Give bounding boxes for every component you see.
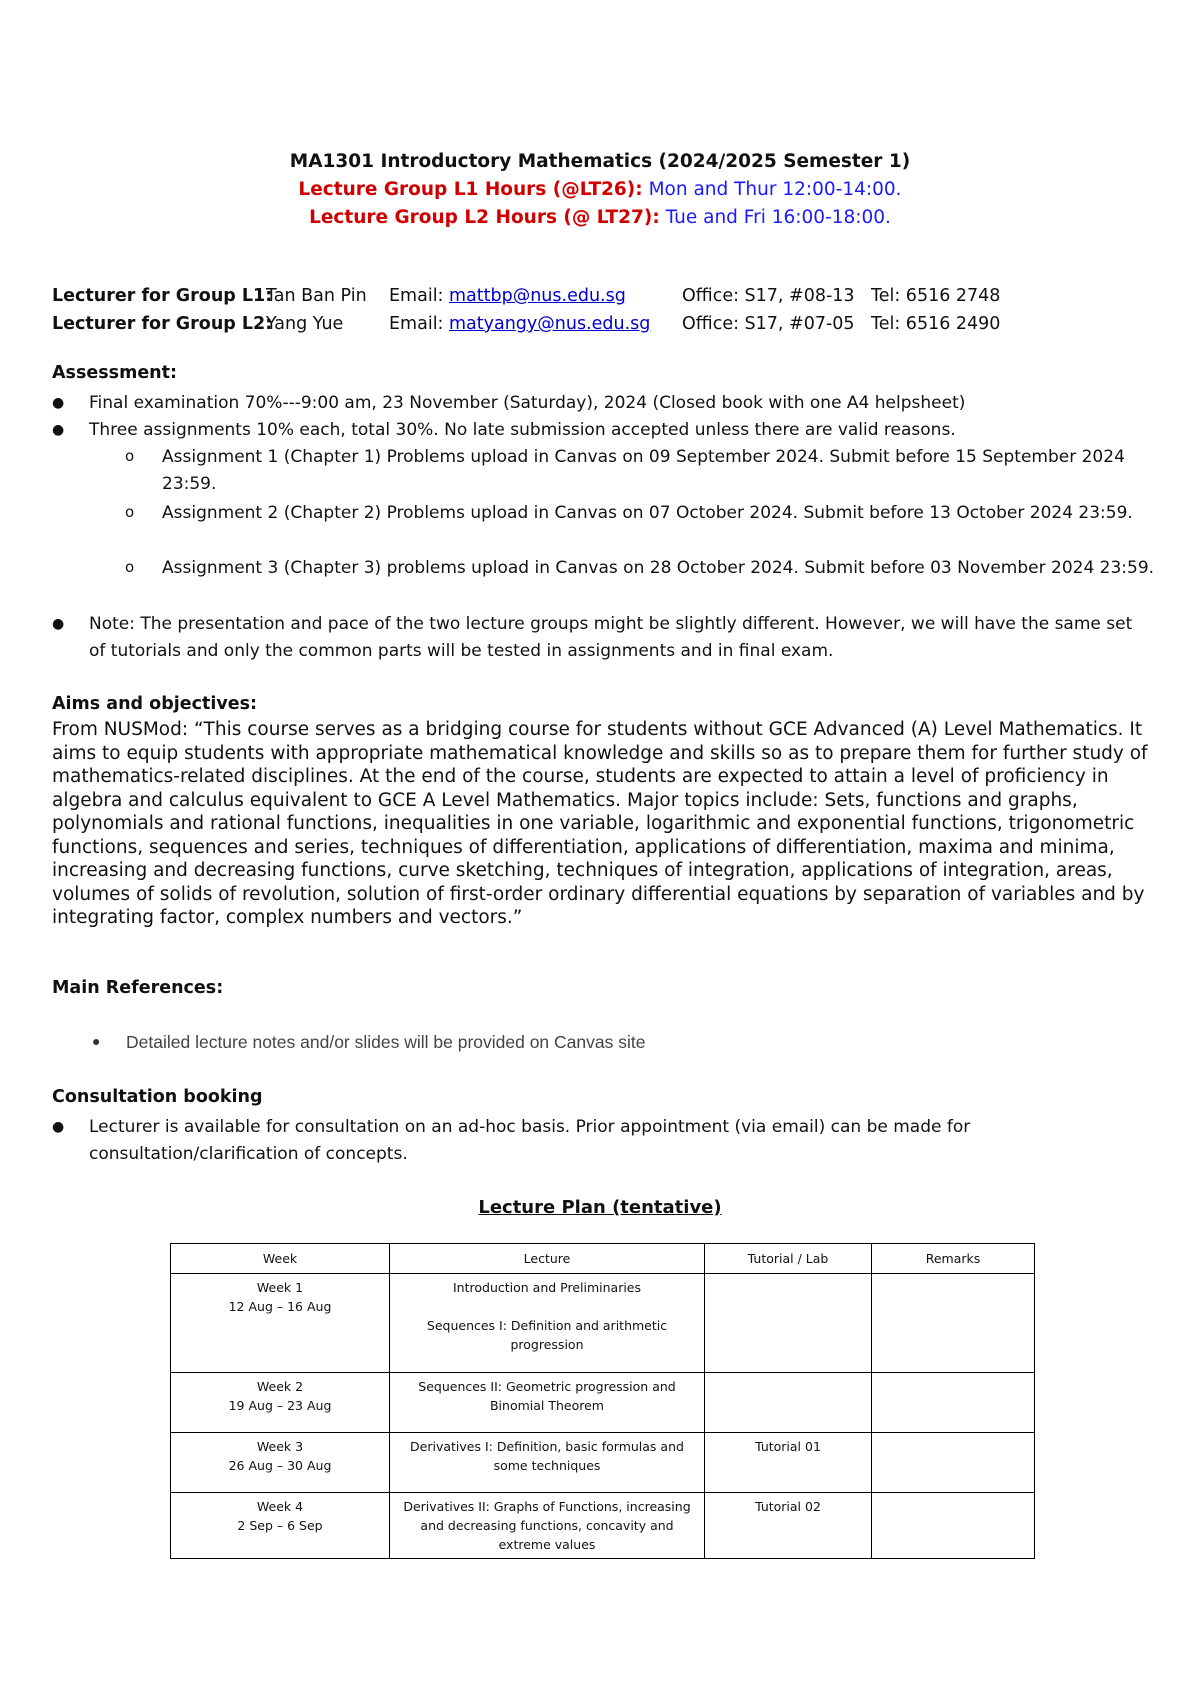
table-row <box>171 1433 1035 1493</box>
l2-hours-time: Tue and Fri 16:00-18:00. <box>665 207 891 228</box>
circle-bullet-icon: o <box>125 447 135 465</box>
week-cell: Week 1 12 Aug – 16 Aug <box>171 1274 390 1373</box>
document-page: MA1301 Introductory Mathematics (2024/2025 Semester 1) Lecture Group L1 Hours (@LT26): Mon and Thur 12:00-14:00. Lecture Group L2 Hours (@ LT27): Tue and Fri 16:00-18:00. Lecturer for Group L1: Tan Ban Pin Email: mattbp@nus.edu.sg Office: S17, #08-13 Tel: 6516 2748 Lecturer for Group L2: Yang Yue Email: matyangy@nus.edu.sg Office: S17, #07-05 Tel: 6516 2490 Assessment: ● Final examination 70%---9:00 am, 23 November (Saturday), 2024 (Closed book with one A4 helpsheet) ● Three assignments 10% each, total 30%. No late submission accepted unless there are valid reasons. o Assignment 1 (Chapter 1) Problems upload in Canvas on 09 September 2024. Submit before 15 September 2024 23:59. o Assignment 2 (Chapter 2) Problems upload in Canvas on 07 October 2024. Submit before 13 October 2024 23:59. o Assignment 3 (Chapter 3) problems upload in Canvas on 28 October 2024. Submit before 03 November 2024 23:59. ● Note: The presentation and pace of the two lecture groups might be slightly different. However, we will have the same set of tutorials and only the common parts will be tested in assignments and in final exam. Aims and objectives: From NUSMod: “This course serves as a bridging course for students without GCE Advanced (A) Level Mathematics. It aims to equip students with appropriate mathematical knowledge and skills so as to prepare them for further study of mathematics-related disciplines. At the end of the course, students are expected to attain a level of proficiency in algebra and calculus equivalent to GCE A Level Mathematics. Major topics include: Sets, functions and graphs, polynomials and rational functions, inequalities in one variable, logarithmic and exponential functions, trigonometric functions, sequences and series, techniques of differentiation, applications of differentiation, maxima and minima, increasing and decreasing functions, curve sketching, techniques of integration, applications of integration, areas, volumes of solids of revolution, solution of first-order ordinary differential equations by separation of variables and by integrating factor, complex numbers and vectors.” Main References: ● Detailed lecture notes and/or slides will be provided on Canvas site Consultation booking ● Lecturer is available for consultation on an ad-hoc basis. Prior appointment (via email) can be made for consultation/clarification of concepts. Lecture Plan (tentative) Week Lecture Tutorial / Lab Remarks Week 1 12 Aug – 16 Aug Introduction and Preliminaries Sequences I: Definition and arithmetic progression Week 2 19 Aug – 23 Aug Sequences II: Geometric progression and Binomial Theorem Week 3 26 Aug – 30 Aug Derivatives I: Definition, basic formulas and some techniques Tutorial 01 Week 4 2 Sep – 6 Sep Derivatives II: Graphs of Functions, increasing and decreasing functions, concavity and extreme values Tutorial 02 <box>0 0 1200 1696</box>
lecture-plan-title: Lecture Plan (tentative) <box>478 1197 722 1218</box>
table-row <box>171 1274 1035 1373</box>
week-cell: Week 3 26 Aug – 30 Aug <box>171 1433 390 1493</box>
remarks-cell <box>872 1373 1035 1433</box>
office: Office: S17, #08-13 <box>682 286 855 306</box>
bullet-icon: ● <box>52 395 65 411</box>
table-header-row <box>171 1244 1035 1274</box>
tutorial-cell: Tutorial 02 <box>705 1493 872 1559</box>
office: Office: S17, #07-05 <box>682 314 855 334</box>
lecture-cell: Introduction and Preliminaries Sequences I: Definition and arithmetic progression <box>390 1274 705 1373</box>
bullet-icon: ● <box>52 422 65 438</box>
lecturer-name: Tan Ban Pin <box>266 286 367 306</box>
aims-paragraph: From NUSMod: “This course serves as a bridging course for students without GCE Advanced (A) Level Mathematics. It aims to equip students with appropriate mathematical knowledge and skills so as to prepare them for further study of mathematics-related disciplines. At the end of the course, students are expected to attain a level of proficiency in algebra and calculus equivalent to GCE A Level Mathematics. Major topics include: Sets, functions and graphs, polynomials and rational functions, inequalities in one variable, logarithmic and exponential functions, trigonometric functions, sequences and series, techniques of differentiation, applications of differentiation, maxima and minima, increasing and decreasing functions, curve sketching, techniques of integration, applications of integration, areas, volumes of solids of revolution, solution of first-order ordinary differential equations by separation of variables and by integrating factor, complex numbers and vectors.” <box>52 719 1148 928</box>
table-row <box>171 1493 1035 1559</box>
lecture-plan-table <box>170 1243 1035 1559</box>
remarks-cell <box>872 1274 1035 1373</box>
week-cell: Week 4 2 Sep – 6 Sep <box>171 1493 390 1559</box>
aims-heading: Aims and objectives: <box>52 694 258 714</box>
email-label: Email: <box>389 286 444 306</box>
references-heading: Main References: <box>52 978 224 998</box>
course-title: MA1301 Introductory Mathematics (2024/2025 Semester 1) <box>289 151 911 172</box>
title-block <box>0 148 1200 232</box>
column-header: Remarks <box>872 1244 1035 1274</box>
email-label: Email: <box>389 314 444 334</box>
lecture-cell: Derivatives I: Definition, basic formulas and some techniques <box>390 1433 705 1493</box>
bullet-icon: ● <box>92 1033 101 1049</box>
column-header: Tutorial / Lab <box>705 1244 872 1274</box>
lecturer-label: Lecturer for Group L2: <box>52 314 273 334</box>
email-link[interactable]: mattbp@nus.edu.sg <box>449 286 626 306</box>
table-row <box>171 1373 1035 1433</box>
circle-bullet-icon: o <box>125 503 135 521</box>
tel: Tel: 6516 2748 <box>871 286 1001 306</box>
remarks-cell <box>872 1433 1035 1493</box>
week-cell: Week 2 19 Aug – 23 Aug <box>171 1373 390 1433</box>
bullet-icon: ● <box>52 1119 65 1135</box>
l1-hours-time: Mon and Thur 12:00-14:00. <box>648 179 902 200</box>
email-link[interactable]: matyangy@nus.edu.sg <box>449 314 651 334</box>
column-header: Lecture <box>390 1244 705 1274</box>
tutorial-cell: Tutorial 01 <box>705 1433 872 1493</box>
l2-hours <box>0 204 1200 232</box>
l1-hours <box>0 176 1200 204</box>
tutorial-cell <box>705 1274 872 1373</box>
circle-bullet-icon: o <box>125 558 135 576</box>
assessment-heading: Assessment: <box>52 363 178 383</box>
lecturer-name: Yang Yue <box>266 314 344 334</box>
column-header: Week <box>171 1244 390 1274</box>
lecture-cell: Sequences II: Geometric progression and Binomial Theorem <box>390 1373 705 1433</box>
lecturer-label: Lecturer for Group L1: <box>52 286 273 306</box>
consultation-heading: Consultation booking <box>52 1087 263 1107</box>
lecture-cell: Derivatives II: Graphs of Functions, increasing and decreasing functions, concavity and extreme values <box>390 1493 705 1559</box>
remarks-cell <box>872 1493 1035 1559</box>
l1-hours-label: Lecture Group L1 Hours (@LT26): <box>298 179 643 200</box>
tutorial-cell <box>705 1373 872 1433</box>
l2-hours-label: Lecture Group L2 Hours (@ LT27): <box>309 207 660 228</box>
tel: Tel: 6516 2490 <box>871 314 1001 334</box>
bullet-icon: ● <box>52 616 65 632</box>
